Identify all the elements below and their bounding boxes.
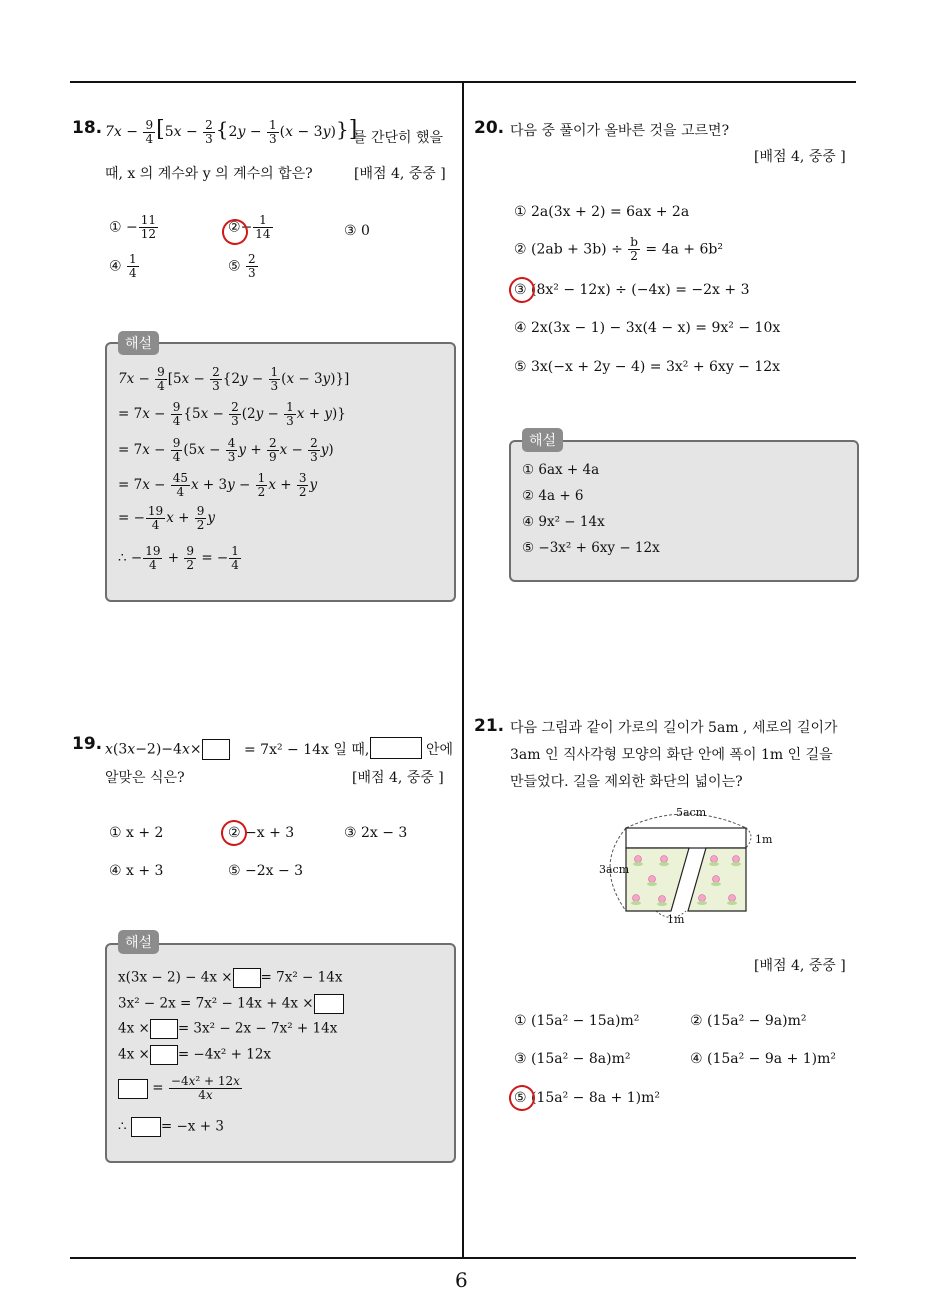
q19-stem-expr: x(3x−2)−4x× <box>105 739 230 760</box>
q21-fig-top-label: 5acm <box>676 806 707 819</box>
q18-option-5[interactable]: ⑤ $\frac{2}{3}$ <box>228 252 256 280</box>
q20-option-2[interactable]: ② (2ab + 3b) ÷ $\frac{b}{2}$ = 4a + 6b² <box>514 235 723 263</box>
q19-solution-line-4: 4x × = −4x² + 12x <box>118 1045 271 1065</box>
q18-score: [배점 4, 중중 ] <box>354 166 446 182</box>
question-18-number: 18. <box>72 118 103 138</box>
q19-answer-mark <box>218 817 250 849</box>
q19-solution-tag: 해설 <box>118 930 159 954</box>
q18-option-1[interactable]: ① − $\frac{11}{12}$ <box>109 213 157 241</box>
q21-answer-mark <box>506 1082 538 1114</box>
q18-stem-tail: 를 간단히 했을 <box>353 130 444 146</box>
q19-solution-line-1: x(3x − 2) − 4x × = 7x² − 14x <box>118 968 342 988</box>
q20-solution-line-1: ① 6ax + 4a <box>522 462 600 478</box>
q21-fig-left-label: 3acm <box>599 863 630 876</box>
q21-option-1[interactable]: ① (15a² − 15a)m² <box>514 1013 640 1029</box>
q21-fig-bottom-label: 1m <box>667 913 685 926</box>
q20-option-1[interactable]: ① 2a(3x + 2) = 6ax + 2a <box>514 204 690 220</box>
q20-solution-tag: 해설 <box>522 428 563 452</box>
q19-stem-line2: 알맞은 식은? <box>105 770 185 786</box>
q18-solution-line-5: = − $\frac{19}{4}$ x + $\frac{9}{2}$ y <box>118 504 216 532</box>
q20-option-4[interactable]: ④ 2x(3x − 1) − 3x(4 − x) = 9x² − 10x <box>514 320 781 336</box>
q20-solution-line-2: ② 4a + 6 <box>522 488 584 504</box>
q18-option-2[interactable]: ②− $\frac{1}{14}$ <box>228 213 271 241</box>
q21-option-2[interactable]: ② (15a² − 9a)m² <box>690 1013 807 1029</box>
q19-solution-line-2: 3x² − 2x = 7x² − 14x + 4x × <box>118 994 344 1014</box>
q20-solution-line-4: ⑤ −3x² + 6xy − 12x <box>522 540 660 556</box>
q20-option-3[interactable]: ③ (8x² − 12x) ÷ (−4x) = −2x + 3 <box>514 282 750 298</box>
question-21-number: 21. <box>474 716 505 736</box>
q19-option-1[interactable]: ① x + 2 <box>109 825 164 841</box>
question-20-number: 20. <box>474 118 505 138</box>
q19-option-5[interactable]: ⑤ −2x − 3 <box>228 863 304 879</box>
page-number: 6 <box>455 1268 468 1292</box>
q19-blank-box <box>370 737 422 759</box>
q19-solution-line-3: 4x × = 3x² − 2x − 7x² + 14x <box>118 1019 337 1039</box>
q18-option-4[interactable]: ④ $\frac{1}{4}$ <box>109 252 137 280</box>
bottom-rule <box>70 1257 856 1259</box>
column-divider <box>462 82 464 1258</box>
q19-solution-line-5: = $\frac{\text{−4x² + 12x}}{4x}$ <box>118 1075 243 1102</box>
q18-expression: 7x − $\frac{9}{4}$ [5x − $\frac{2}{3}$ {2y − $\frac{1}{3}$ (x − 3y)}] <box>105 117 358 146</box>
q21-score: [배점 4, 중중 ] <box>754 958 846 974</box>
q18-solution-line-2: = 7x − $\frac{9}{4}$ {5x − $\frac{2}{3}$ (2y − $\frac{1}{3}$ x + y)} <box>118 400 346 428</box>
question-19-number: 19. <box>72 734 103 754</box>
q20-stem: 다음 중 풀이가 올바른 것을 고르면? <box>510 123 730 139</box>
q18-solution-line-6: ∴ − $\frac{19}{4}$ + $\frac{9}{2}$ = − $\frac{1}{4}$ <box>118 544 239 572</box>
q19-solution-line-6: ∴ = −x + 3 <box>118 1117 224 1137</box>
q19-score: [배점 4, 중중 ] <box>352 770 444 786</box>
q20-answer-mark <box>506 274 538 306</box>
q18-solution-tag: 해설 <box>118 331 159 355</box>
q20-option-5[interactable]: ⑤ 3x(−x + 2y − 4) = 3x² + 6xy − 12x <box>514 359 781 375</box>
q21-stem-line3: 만들었다. 길을 제외한 화단의 넓이는? <box>510 774 743 790</box>
q19-option-2[interactable]: ② −x + 3 <box>228 825 295 841</box>
q19-stem-tail: 안에 <box>426 742 454 758</box>
q18-solution-line-1: 7x − $\frac{9}{4}$ [5x − $\frac{2}{3}$ {2y − $\frac{1}{3}$ (x − 3y)}] <box>118 365 350 393</box>
q21-fig-right-label: 1m <box>755 833 773 846</box>
q19-option-4[interactable]: ④ x + 3 <box>109 863 164 879</box>
q20-score: [배점 4, 중중 ] <box>754 149 846 165</box>
q21-stem-line1: 다음 그림과 같이 가로의 길이가 5am , 세로의 길이가 <box>510 720 838 736</box>
q21-stem-line2: 3am 인 직사각형 모양의 화단 안에 폭이 1m 인 길을 <box>510 747 833 763</box>
q21-option-5[interactable]: ⑤ (15a² − 8a + 1)m² <box>514 1090 661 1106</box>
q20-solution-line-3: ④ 9x² − 14x <box>522 514 605 530</box>
q18-stem-line2: 때, x 의 계수와 y 의 계수의 합은? <box>105 166 313 182</box>
q18-option-3[interactable]: ③ 0 <box>344 223 370 239</box>
q19-stem-mid: = 7x² − 14x 일 때, <box>244 742 370 758</box>
q21-option-4[interactable]: ④ (15a² − 9a + 1)m² <box>690 1051 837 1067</box>
q18-solution-line-3: = 7x − $\frac{9}{4}$ (5x − $\frac{4}{3}$ y + $\frac{2}{9}$ x − $\frac{2}{3}$ y) <box>118 436 334 464</box>
q19-option-3[interactable]: ③ 2x − 3 <box>344 825 408 841</box>
q21-option-3[interactable]: ③ (15a² − 8a)m² <box>514 1051 631 1067</box>
q18-solution-line-4: = 7x − $\frac{45}{4}$ x + 3y − $\frac{1}{2}$ x + $\frac{3}{2}$ y <box>118 471 318 499</box>
